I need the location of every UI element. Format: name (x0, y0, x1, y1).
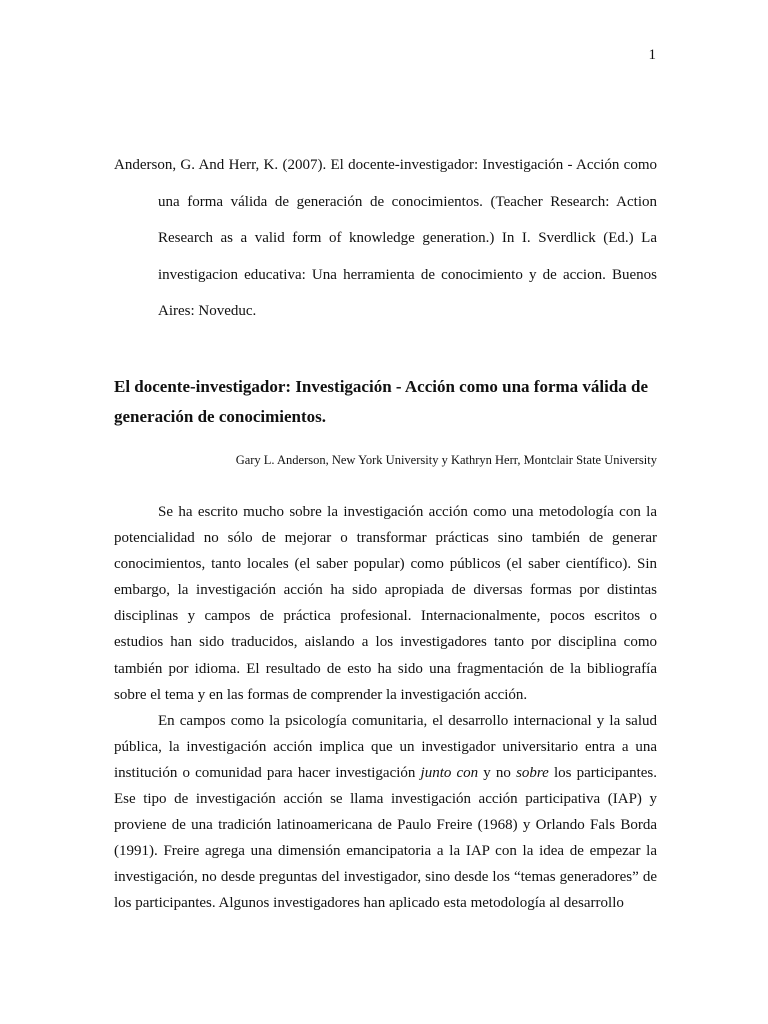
emphasis-junto-con: junto con (420, 764, 479, 781)
author-byline: Gary L. Anderson, New York University y Kathryn Herr, Montclair State University (235, 453, 657, 467)
paragraph-2-text-2: y no (478, 764, 517, 781)
emphasis-sobre: sobre (516, 764, 549, 781)
bibliographic-reference: Anderson, G. And Herr, K. (2007). El docente-investigador: Investigación - Acción como una forma válida de generación de conocimientos. (Teacher Research: Action Research as a valid form of knowledge generation.) In I. Sverdlick (Ed.) La investigacion educativa: Una herramienta de conocimiento y de accion. Buenos Aires: Noveduc. (114, 157, 657, 319)
body-paragraph-2 (114, 708, 657, 917)
page-number: 1 (648, 47, 656, 63)
body-paragraph-1: Se ha escrito mucho sobre la investigación acción como una metodología con la potencialidad no sólo de mejorar o transformar prácticas sino también de generar conocimientos, tanto locales (el saber popular) como públicos (el saber científico). Sin embargo, la investigación acción ha sido apropiada de diversas formas por distintas disciplinas y campos de práctica profesional. Internacionalmente, pocos escritos o estudios han sido traducidos, aislando a los investigadores tanto por disciplina como también por idioma. El resultado de esto ha sido una fragmentación de la bibliografía sobre el tema y en las formas de comprender la investigación acción. (114, 504, 657, 703)
article-title: El docente-investigador: Investigación - Acción como una forma válida de generación de conocimientos. (114, 377, 649, 426)
paragraph-2-text-3: los participantes. Ese tipo de investigación acción se llama investigación acción participativa (IAP) y proviene de una tradición latinoamericana de Paulo Freire (1968) y Orlando Fals Borda (1991). Freire agrega una dimensión emancipatoria a la IAP con la idea de empezar la investigación, no desde preguntas del investigador, sino desde los “temas generadores” de los participantes. Algunos investigadores han aplicado esta metodología al desarrollo (114, 764, 657, 912)
paragraph-2-text-1: En campos como la psicología comunitaria, el desarrollo internacional y la salud pública, la investigación acción implica que un investigador universitario entra a una institución o comunidad para hacer investigación (114, 712, 657, 781)
article-body (114, 499, 657, 917)
